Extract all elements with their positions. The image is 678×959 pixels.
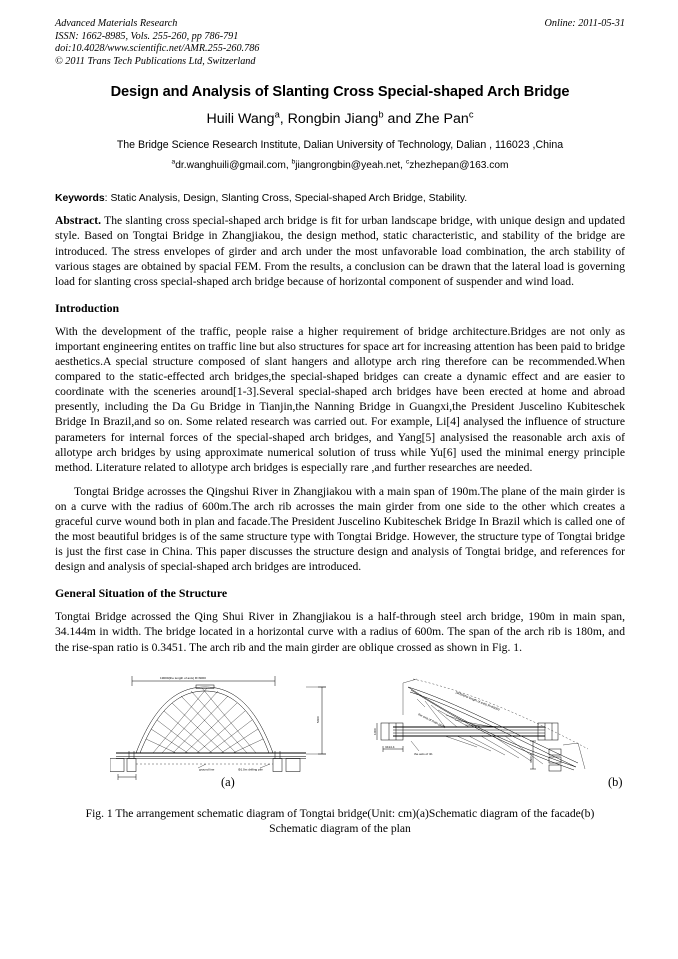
- author-sep-2: and: [383, 111, 416, 128]
- figure-sublabel-b: (b): [608, 774, 623, 789]
- figure-caption-line-2: the facade(b) Schematic diagram of the plan: [269, 806, 595, 836]
- diagram-b-axis-dimension-label: 19000(the length of axis) R=60000: [454, 689, 501, 712]
- figure-caption: [55, 806, 625, 837]
- abstract-text: The slanting cross special-shaped arch bridge is fit for urban landscape bridge, with unique design and updated style. Based on Tongtai Bridge in Zhangjiakou, the design method, static characteristic, and stability of the bridge are introduced. The stress envelopes of girder and arch under the most unfavorable load combination, the arch stability of various stages are obtained by spacial FEM. From the results, a conclusion can be drawn that the lateral load is governing load for slanting cross special-shaped arch bridge because of horizontal component of suspender and wind load.: [55, 214, 625, 288]
- author-3-marker: c: [468, 109, 474, 120]
- figure-1: [55, 665, 625, 800]
- section-heading-introduction: Introduction: [55, 300, 120, 315]
- email-2: jiangrongbin@yeah.net,: [295, 160, 406, 172]
- diagram-b-rib-axis-label: the axis of rib: [414, 751, 433, 756]
- diagram-a-top-dimension-label: 19000(the length of axis) R=6000: [160, 675, 206, 680]
- page-content: [55, 18, 625, 836]
- keywords-line: [55, 193, 625, 204]
- diagram-a-pile-label: Φ1.0m drilling pile: [238, 767, 263, 772]
- diagram-b-left-small-label: 1000: [373, 727, 377, 735]
- author-list: [55, 111, 625, 127]
- diagram-a-ground-line-label: ground line: [199, 767, 215, 772]
- introduction-paragraph-1: With the development of the traffic, people raise a higher requirement of bridge architecture.Bridges are not only as important engineering entites on traffic line but also structures for space art for increasing attention has been paid to bridge aesthetics.A special structure composed of slant hangers and allotype arch ring therefore can be recommended.When compared to the static-effected arch bridges,the special-shaped bridges can create a dynamic effect and are easier to coordinate with the sceneries around[1-3].Several special-shaped arch bridges have been erected at home and abroad presently, including the Da Gu Bridge in Tianjin,the Nanning Bridge in Guangxi,the President Juscelino Kubiteschek Bridge In Brazil,and so on. Some related research was carried out. For example, Li[4] analysed the influence of structure parameters for internal forces of the special-shaped arch bridges, and Yang[5] analysised the reasonable arch axis of allotype arch bridges by using approximate numerical solution of truss while Yu[6] used the minimal energy principle method. Literature related to allotype arch bridges is especially rare ,and further researches are needed.: [55, 324, 625, 474]
- email-1-marker: a: [171, 158, 176, 166]
- journal-name: Advanced Materials Research: [55, 18, 178, 29]
- email-1: dr.wanghuili@gmail.com,: [175, 160, 292, 172]
- issn-line: ISSN: 1662-8985, Vols. 255-260, pp 786-791: [55, 30, 239, 42]
- affiliation: The Bridge Science Research Institute, Dalian University of Technology, Dalian , 116023 ,China: [116, 139, 564, 152]
- online-date: Online: 2011-05-31: [544, 18, 625, 29]
- section-heading-general-situation: General Situation of the Structure: [55, 586, 228, 601]
- keywords-label: Keywords: [55, 193, 105, 205]
- email-3: zhezhepan@163.com: [409, 160, 509, 172]
- author-sep-1: ,: [279, 111, 288, 128]
- figure-caption-line-1: Fig. 1 The arrangement schematic diagram of Tongtai bridge(Unit: cm)(a)Schematic diagram of: [85, 806, 531, 820]
- email-3-marker: c: [405, 158, 410, 166]
- diagram-b-left-width-label: 3414.4: [385, 744, 395, 749]
- author-1-marker: a: [274, 109, 280, 120]
- author-3: Zhe Pan: [415, 111, 469, 128]
- keywords-text: : Static Analysis, Design, Slanting Cross, Special-shaped Arch Bridge, Stability.: [104, 193, 468, 205]
- paper-title: Design and Analysis of Slanting Cross Special-shaped Arch Bridge: [110, 84, 570, 101]
- diagram-a-rise-dimension-label: 5400: [316, 715, 320, 723]
- introduction-paragraph-2: Tongtai Bridge acrosses the Qingshui River in Zhangjiakou with a main span of 190m.The plane of the main girder is on a curve with the radius of 600m.The arch rib acrosses the main girder from one side to the other which creates a graceful curve wound both in plan and facade.The President Juscelino Kubiteschek Bridge In Brazil which is called one of the most beautiful bridges is of the same structure type with Tongtai Bridge. However, the structure type of Tongtai bridge is just the first case in China. This paper discusses the structure design and analysis of Tongtai bridge, and references for design and analysis of special-shaped arch bridges are introduced.: [55, 484, 625, 574]
- email-2-marker: b: [291, 158, 296, 166]
- diagram-plan: [373, 665, 623, 783]
- doi-line: doi:10.4028/www.scientific.net/AMR.255-260.786: [55, 43, 260, 55]
- author-1: Huili Wang: [206, 111, 275, 128]
- abstract-paragraph: [55, 213, 625, 288]
- author-2-marker: b: [378, 109, 384, 120]
- author-2: Rongbin Jiang: [287, 111, 379, 128]
- figure-sublabel-a: (a): [221, 774, 235, 789]
- diagram-b-girder-axis-label: the axis of main girder: [417, 711, 447, 729]
- copyright-line: © 2011 Trans Tech Publications Ltd, Switzerland: [55, 55, 256, 67]
- email-list: [55, 160, 625, 171]
- diagram-b-right-dimension-label: 3300.2: [529, 753, 533, 763]
- journal-header: [55, 18, 625, 68]
- diagram-facade: [110, 665, 365, 783]
- abstract-label: Abstract.: [55, 214, 102, 228]
- general-situation-paragraph-1: Tongtai Bridge acrossed the Qing Shui River in Zhangjiakou is a half-through steel arch bridge, 190m in main span, 34.144m in width. The bridge located in a horizontal curve with a radius of 600m. The span of the arch rib is 180m, and the rise-span ratio is 0.3451. The arch rib and the main girder are oblique crossed as shown in Fig. 1.: [55, 610, 625, 654]
